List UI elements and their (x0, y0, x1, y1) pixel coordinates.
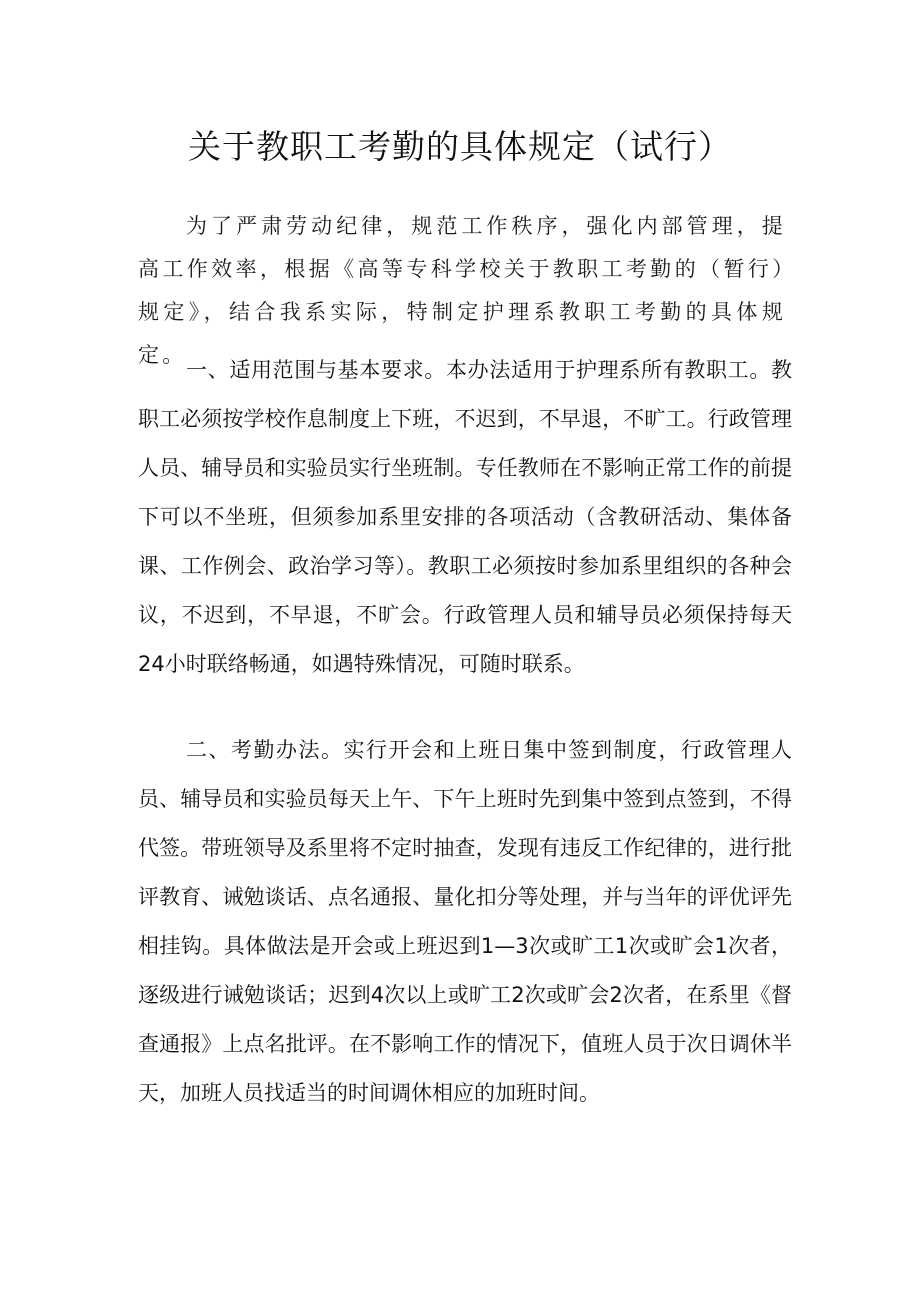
document-title: 关于教职工考勤的具体规定（试行） (188, 127, 732, 166)
section-scope-requirements: 一、适用范围与基本要求。本办法适用于护理系所有教职工。教职工必须按学校作息制度上下班，不迟到，不早退，不旷工。行政管理人员、辅导员和实验员实行坐班制。专任教师在不影响正常工作的前提下可以不坐班，但须参加系里安排的各项活动（含教研活动、集体备课、工作例会、政治学习等）。教职工必须按时参加系里组织的各种会议，不迟到，不早退，不旷会。行政管理人员和辅导员必须保持每天24小时联络畅通，如遇特殊情况，可随时联系。 (138, 358, 792, 676)
section-attendance-method: 二、考勤办法。实行开会和上班日集中签到制度，行政管理人员、辅导员和实验员每天上午、下午上班时先到集中签到点签到，不得代签。带班领导及系里将不定时抽查，发现有违反工作纪律的，进行批评教育、诫勉谈话、点名通报、量化扣分等处理，并与当年的评优评先相挂钩。具体做法是开会或上班迟到1—3次或旷工1次或旷会1次者，逐级进行诫勉谈话；迟到4次以上或旷工2次或旷会2次者，在系里《督查通报》上点名批评。在不影响工作的情况下，值班人员于次日调休半天，加班人员找适当的时间调休相应的加班时间。 (138, 738, 792, 1105)
intro-paragraph: 为了严肃劳动纪律，规范工作秩序，强化内部管理，提高工作效率，根据《高等专科学校关于教职工考勤的（暂行）规定》，结合我系实际，特制定护理系教职工考勤的具体规定。 (138, 214, 786, 367)
